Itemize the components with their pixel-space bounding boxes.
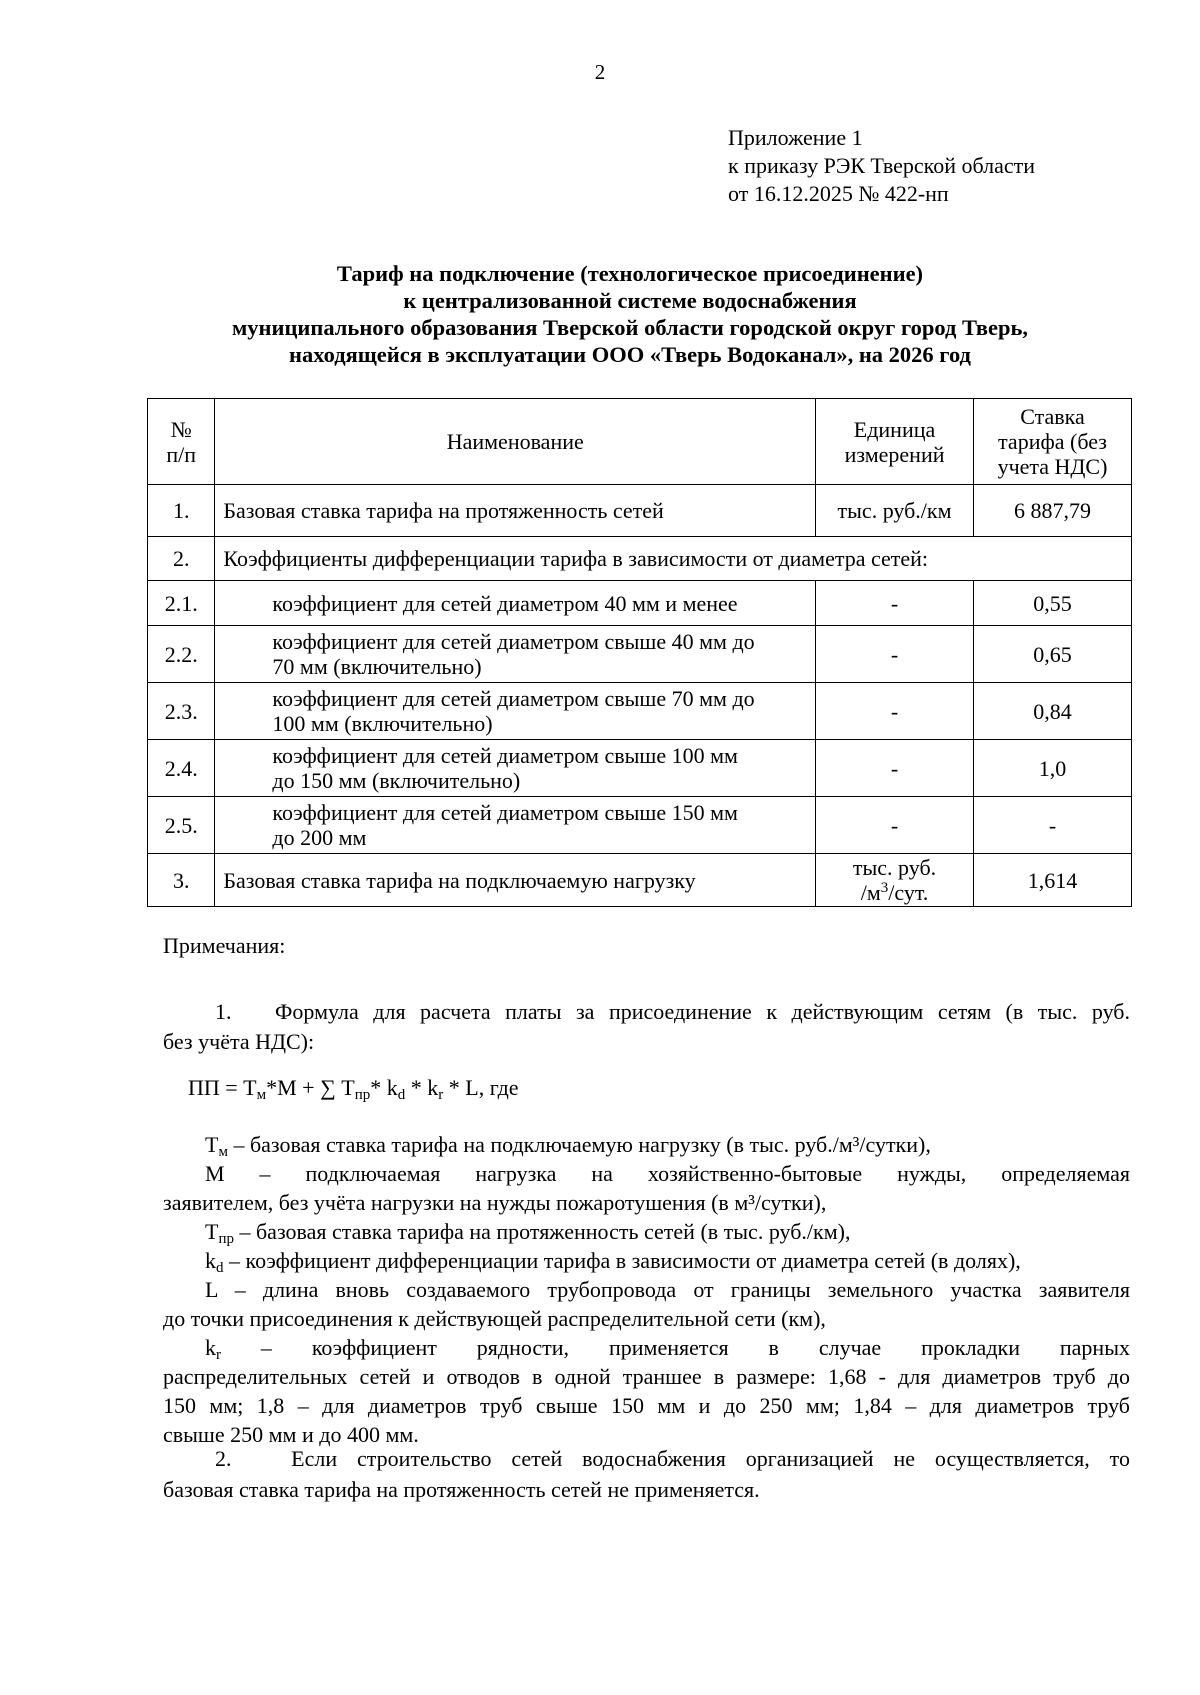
row-unit <box>816 854 974 907</box>
definition-m-cont: заявителем, без учёта нагрузки на нужды пожаротушения (в м³/сутки), <box>163 1190 827 1215</box>
table-row <box>148 537 1132 581</box>
definition-kr-cont: распределительных сетей и отводов в одной траншее в размере: 1,68 - для диаметров труб до <box>163 1364 1130 1389</box>
note-2-line <box>163 1443 1130 1474</box>
table-header-row <box>148 399 1132 485</box>
header-num-line: № <box>170 416 192 442</box>
row-num: 2.5. <box>148 797 215 854</box>
row-rate: 1,0 <box>974 740 1132 797</box>
formula-part: * L, где <box>443 1075 519 1100</box>
appendix-line: от 16.12.2025 № 422-нп <box>728 181 949 206</box>
row-unit: - <box>816 581 974 626</box>
row-name-line: 70 мм (включительно) <box>272 654 482 679</box>
def-text: – базовая ставка тарифа на подключаемую нагрузку (в тыс. руб./м³/сутки), <box>227 1132 931 1157</box>
definition-l: L – длина вновь создаваемого трубопровода от границы земельного участка заявителя <box>205 1277 1130 1302</box>
header-name: Наименование <box>215 399 816 485</box>
row-unit: тыс. руб./км <box>816 485 974 537</box>
appendix-line: к приказу РЭК Тверской области <box>728 153 1036 178</box>
definition-kr-cont: свыше 250 мм и до 400 мм. <box>163 1422 419 1447</box>
row-name <box>215 626 816 683</box>
row-name-line: до 150 мм (включительно) <box>272 768 521 793</box>
appendix-line: Приложение 1 <box>728 125 863 150</box>
table-row <box>148 581 1132 626</box>
title-line: к централизованной системе водоснабжения <box>403 288 857 313</box>
row-name-line: коэффициент для сетей диаметром свыше 70 мм до <box>272 686 755 711</box>
row-name-line: до 200 мм <box>272 825 367 850</box>
row-rate: 1,614 <box>974 854 1132 907</box>
row-num: 2.2. <box>148 626 215 683</box>
definition-tm <box>163 1130 1130 1159</box>
table-row <box>148 740 1132 797</box>
formula-part: * k <box>405 1075 439 1100</box>
row-unit-line <box>824 880 965 905</box>
row-rate: 0,84 <box>974 683 1132 740</box>
formula-sub: r <box>438 1087 444 1103</box>
formula <box>188 1075 1155 1101</box>
tariff-table <box>147 398 1132 907</box>
header-rate-line: Ставка <box>1020 404 1085 429</box>
note-text: Формула для расчета платы за присоединение к действующим сетям (в тыс. руб. <box>275 999 1130 1024</box>
definition-m: М – подключаемая нагрузка на хозяйственно-бытовые нужды, определяемая <box>205 1161 1130 1186</box>
row-num: 2. <box>148 537 215 581</box>
def-sub: r <box>216 1347 221 1363</box>
row-unit: - <box>816 683 974 740</box>
unit-part: /м <box>860 880 881 905</box>
note-2-line: базовая ставка тарифа на протяженность сетей не применяется. <box>163 1477 760 1502</box>
def-text: – коэффициент рядности, применяется в случае прокладки парных <box>221 1335 1130 1360</box>
unit-part: /сут. <box>888 880 929 905</box>
note-number: 1. <box>215 999 232 1024</box>
note-2 <box>163 1443 1130 1505</box>
row-num: 3. <box>148 854 215 907</box>
def-text: – коэффициент дифференциации тарифа в зависимости от диаметра сетей (в долях), <box>223 1248 1021 1273</box>
document-title <box>150 260 1110 368</box>
formula-part: * k <box>370 1075 398 1100</box>
note-1-line: без учёта НДС): <box>163 1029 315 1054</box>
header-rate-line: тарифа (без <box>998 429 1107 454</box>
note-text: Если строительство сетей водоснабжения организацией не осуществляется, то <box>291 1446 1130 1471</box>
note-1 <box>163 997 1130 1057</box>
def-symbol: k <box>205 1335 216 1360</box>
table-row <box>148 797 1132 854</box>
definition-l-cont: до точки присоединения к действующей распределительной сети (км), <box>163 1306 826 1331</box>
row-num: 2.3. <box>148 683 215 740</box>
formula-sub: м <box>256 1087 267 1103</box>
def-text: – базовая ставка тарифа на протяженность сетей (в тыс. руб./км), <box>233 1219 851 1244</box>
header-rate <box>974 399 1132 485</box>
def-symbol: Т <box>205 1219 219 1244</box>
title-line: муниципального образования Тверской области городской округ город Тверь, <box>231 315 1029 340</box>
row-rate: 6 887,79 <box>974 485 1132 537</box>
row-name-line: коэффициент для сетей диаметром свыше 40 мм до <box>272 629 755 654</box>
definition-tpr <box>163 1217 1130 1246</box>
title-line: находящейся в эксплуатации ООО «Тверь Водоканал», на 2026 год <box>289 342 971 367</box>
row-num: 2.4. <box>148 740 215 797</box>
table-row <box>148 683 1132 740</box>
row-name <box>215 683 816 740</box>
def-sub: пр <box>218 1231 234 1247</box>
table-row <box>148 854 1132 907</box>
formula-part: ПП = Т <box>188 1075 257 1100</box>
header-unit-line: измерений <box>844 441 945 467</box>
definition-kd <box>163 1246 1130 1275</box>
header-unit-line: Единица <box>853 416 936 442</box>
table-row <box>148 485 1132 537</box>
row-name: Коэффициенты дифференциации тарифа в зависимости от диаметра сетей: <box>215 537 1132 581</box>
row-unit-line: тыс. руб. <box>852 855 937 880</box>
formula-part: *М + ∑ Т <box>266 1075 355 1100</box>
row-rate: 0,65 <box>974 626 1132 683</box>
row-unit: - <box>816 797 974 854</box>
notes-title: Примечания: <box>163 933 286 958</box>
header-rate-line: учета НДС) <box>997 454 1108 479</box>
row-num: 1. <box>148 485 215 537</box>
header-num <box>148 399 215 485</box>
formula-sub: пр <box>354 1087 371 1103</box>
row-name-line: коэффициент для сетей диаметром свыше 150 мм <box>272 800 738 825</box>
page-number: 2 <box>594 60 606 84</box>
row-name <box>215 740 816 797</box>
def-sub: м <box>218 1144 228 1160</box>
def-symbol: Т <box>205 1132 219 1157</box>
definition-kr <box>163 1333 1130 1362</box>
def-symbol: k <box>205 1248 216 1273</box>
unit-superscript: 3 <box>880 880 889 896</box>
def-sub: d <box>216 1260 224 1276</box>
row-name: Базовая ставка тарифа на подключаемую нагрузку <box>215 854 816 907</box>
appendix-reference <box>728 124 1035 208</box>
row-name-line: 100 мм (включительно) <box>272 711 493 736</box>
note-number: 2. <box>215 1446 232 1471</box>
header-num-line: п/п <box>166 441 197 467</box>
table-row <box>148 626 1132 683</box>
definition-kr-cont: 150 мм; 1,8 – для диаметров труб свыше 150 мм и до 250 мм; 1,84 – для диаметров труб <box>163 1393 1130 1418</box>
row-unit: - <box>816 626 974 683</box>
row-rate: - <box>974 797 1132 854</box>
row-unit: - <box>816 740 974 797</box>
row-name: Базовая ставка тарифа на протяженность сетей <box>215 485 816 537</box>
row-name-line: коэффициент для сетей диаметром свыше 100 мм <box>272 743 738 768</box>
header-unit <box>816 399 974 485</box>
formula-definitions <box>163 1130 1130 1449</box>
formula-sub: d <box>397 1087 406 1103</box>
note-1-line <box>163 997 1130 1027</box>
title-line: Тариф на подключение (технологическое присоединение) <box>336 261 924 286</box>
row-num: 2.1. <box>148 581 215 626</box>
row-name: коэффициент для сетей диаметром 40 мм и менее <box>215 581 816 626</box>
row-rate: 0,55 <box>974 581 1132 626</box>
row-name <box>215 797 816 854</box>
